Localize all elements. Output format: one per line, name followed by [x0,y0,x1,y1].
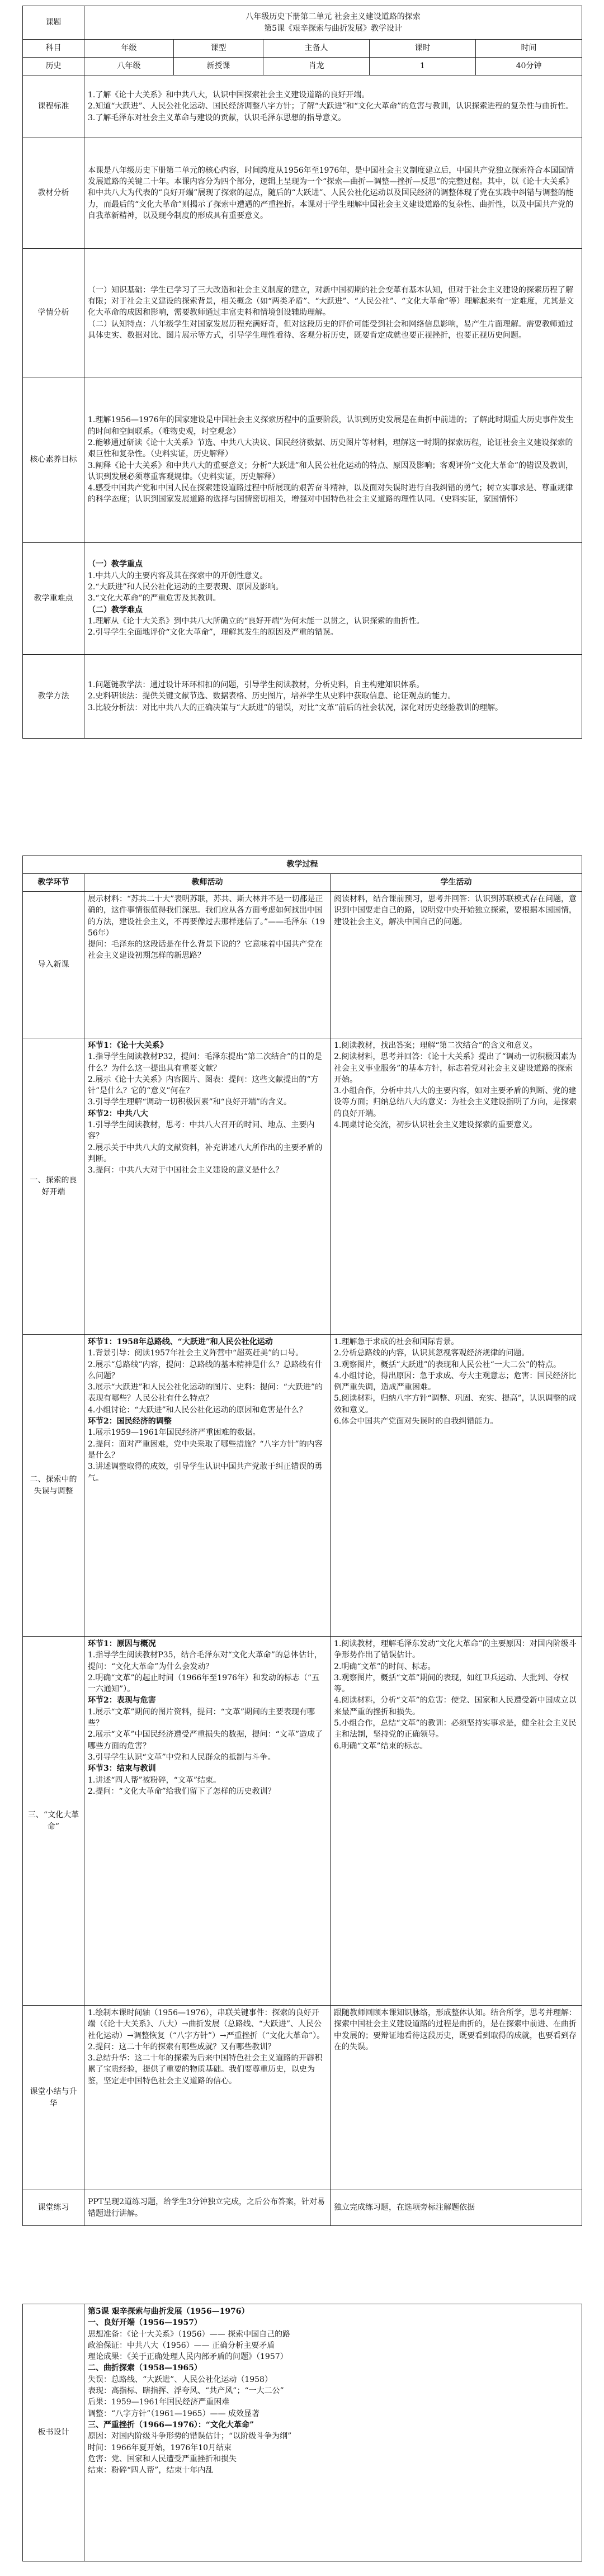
keypoints-line: 2.“大跃进”和人民公社化运动的主要表现、原因及影响。 [88,583,284,592]
teacher-step: 2.明确“文革”的起止时间（1966年至1976年）和发动的标志（“五一六通知”）。 [88,1673,320,1694]
teacher-step: 3.提问：中共八大对于中国社会主义建设的意义是什么？ [88,1166,284,1175]
literacy-label: 核心素养目标 [23,377,84,543]
teacher-col-header: 主备人 [263,40,370,58]
teacher-step: 环节3：结束与教训 [88,1764,156,1774]
teacher-step: 1.绘制本课时间轴（1956—1976），串联关键事件：探索的良好开端（《论十大关系》、八大）→曲折发展（总路线、“大跃进”、人民公社化运动）→调整恢复（“八字方针”）→严重挫折（“文化大革命”）。 [88,2008,325,2040]
board-line: 一、良好开端（1956—1957） [88,2318,202,2328]
practice-teacher: PPT呈现2道练习题，给学生3分钟独立完成，之后公布答案，针对易错题进行讲解。 [84,2190,331,2226]
teacher-step: 3.总结升华：这二十年的探索为后来中国特色社会主义道路的开辟积累了宝贵经验，提供了重要的物质基础。我们要尊重历史，以史为鉴，坚定走中国特色社会主义道路的信心。 [88,2054,323,2086]
board-label: 板书设计 [23,2304,84,2561]
header-table [22,6,582,75]
practice-label: 课堂练习 [23,2190,84,2226]
learners-label: 学情分析 [23,249,84,377]
literacy-line: 1.理解1956—1976年的国家建设是中国社会主义探索历程中的重要阶段，认识到历史发展是在曲折中前进的；了解此时期重大历史事件发生的时间和空间联系。（唯物史观，时空观念） [88,415,574,436]
lesson-title-line1: 八年级历史下册第二单元 社会主义建设道路的探索 [246,12,421,22]
teacher-step: 2.提问：面对严重困难，党中央采取了哪些措施？“八字方针”的内容是什么？ [88,1439,323,1460]
teacher-step: 环节1：1958年总路线、“大跃进”和人民公社化运动 [88,1337,273,1346]
time-value: 40分钟 [476,58,582,75]
teacher-step: 2.提问：“文化大革命”给我们留下了怎样的历史教训？ [88,1786,276,1796]
teacher-step: 1.引导学生阅读教材，思考：中共八大召开的时间、地点、主要内容？ [88,1121,315,1141]
learners-line: （二）认知特点：八年级学生对国家发展历程充满好奇，但对这段历史的评价可能受到社会和网络信息影响，易产生片面理解。需要教师通过具体史实、数据对比、图片展示等方式，引导学生理性看待、客观分析历史，既要肯定成就也要正视挫折，也要正视历史问题。 [88,319,573,340]
student-step: 6.明确“文革”结束的标志。 [334,1741,428,1751]
teacher-activity-col-header: 教师活动 [84,874,331,892]
methods-line: 1.问题链教学法：通过设计环环相扣的问题，引导学生阅读教材，分析史料，自主构建知识体系。 [88,680,424,690]
keypoints-line: 1.中共八大的主要内容及其在探索中的开创性意义。 [88,571,268,580]
teacher-step: 2.展示关于中共八大的文献资料，补充讲述八大所作出的主要矛盾的判断。 [88,1143,323,1164]
student-activity-col-header: 学生活动 [331,874,582,892]
standards-line: 1.了解《论十大关系》和中共八大，认识中国探索社会主义建设道路的良好开端。 [88,91,370,100]
teacher-step: 4.小组讨论：“大跃进”和人民公社化运动的原因和危害是什么？ [88,1405,307,1415]
process-title: 教学过程 [23,856,582,874]
student-step: 5.阅读材料，归纳八字方针“调整、巩固、充实、提高”，认识调整的成效和意义。 [334,1394,577,1415]
grade-col-header: 年级 [84,40,174,58]
teacher-step: 1.指导学生阅读教材P35，结合毛泽东对“文化大革命”的总体估计，提问：“文化大革命”为什么会发动？ [88,1651,322,1671]
board-line: 政治保证：中共八大（1956）—— 正确分析主要矛盾 [88,2341,275,2350]
hours-col-header: 课时 [370,40,476,58]
student-step: 2.明确“文革”的时间、标志。 [334,1662,436,1671]
textbook-text: 本课是八年级历史下册第二单元的核心内容，时间跨度从1956年至1976年，是中国社会主义制度建立后，中国共产党独立探索符合本国国情发展道路的关键二十年。本课内容分为四个部分，逻辑上呈现为一个“探索—曲折—调整—挫折—反思”的完整过程。其中，以《论十大关系》和中共八大为代表的“良好开端”展现了探索的起点，随后的“大跃进”、人民公社化运动以及国民经济的调整体现了党在实践中纠错与调整的能力，而最后的“文化大革命”则揭示了探索中遭遇的严重挫折。本课对于学生理解中国社会主义建设道路的复杂性、曲折性，以及中国共产党的自我革新精神，以及现今制度的形成具有重要意义。 [84,138,582,249]
teacher-step: 环节2：中共八大 [88,1109,148,1118]
student-step: 跟随教师回顾本课知识脉络，形成整体认知。结合所学，思考并理解：探索中国社会主义建设道路的过程是曲折的，是在探索中前进、在曲折中发展的；要辩证地看待这段历史，既要看到取得的成就，也要看到存在的失误。 [334,2008,577,2052]
learners-line: （一）知识基础：学生已学习了三大改造和社会主义制度的建立，对新中国初期的社会变革有基本认知，但对于社会主义建设的探索历程了解有限；对于社会主义建设的探索背景，相关概念（如“两类矛盾”、“大跃进”、“人民公社”、“文化大革命”等）理解起来有一定难度，尤其是文化大革命的成因和影响，需要教师通过丰富史料和情境创设辅助理解。 [88,285,574,318]
board-line: 调整：“八字方针”（1961—1965）—— 成效显著 [88,2409,260,2418]
topic-label: 课题 [23,6,84,40]
subject-value: 历史 [23,58,84,75]
literacy-line: 3.阐释《论十大关系》和中共八大的重要意义；分析“大跃进”和人民公社化运动的特点、原因及影响；客观评价“文化大革命”的错误及教训，认识到发展必须尊重客观规律。（史料实证，历史解释） [88,461,573,481]
student-step: 3.观察图片，概括“文革”期间的表现，如红卫兵运动、大批判、夺权等。 [334,1673,569,1694]
keypoints-line: （一）教学重点 [88,560,143,569]
student-step: 1.阅读教材，找出答案；理解“第二次结合”的含义和意义。 [334,1041,537,1050]
teacher-step: 3.展示“大跃进”和人民公社化运动的图片、史料：提问：“大跃进”的表现有哪些？人民公社有什么特点？ [88,1383,323,1403]
stage-label: 一、探索的良好开端 [23,1038,84,1335]
stage-label: 导入新课 [23,892,84,1038]
teacher-step: 环节1：《论十大关系》 [88,1041,168,1050]
standards-line: 3.了解毛泽东对社会主义革命与建设的贡献，认识毛泽东思想的指导意义。 [88,113,346,122]
teacher-step: 展示材料：“苏共二十大”表明苏联，苏共、斯大林并不是一切都是正确的，这件事情很值得我们深思。我们应从各方面考虑如何找出中国的方法，建设社会主义，不再要像过去那样迷信了。”——毛泽东（1956年） [88,895,325,938]
board-line: 第5课 艰辛探索与曲折发展（1956—1976） [88,2307,249,2316]
teacher-step: 1.背景引导：阅读1957年社会主义阵营中“超英赶美”的口号。 [88,1349,304,1358]
textbook-label: 教材分析 [23,138,84,249]
board-line: 失误：总路线、“大跃进”、人民公社化运动（1958） [88,2375,272,2384]
teacher-step: 2.展示“文革”中国民经济遭受严重损失的数据，提问：“文革”造成了哪些方面的危害？ [88,1730,323,1751]
board-line: 后果：1959—1961年国民经济严重困难 [88,2398,230,2407]
subject-col-header: 科目 [23,40,84,58]
board-table [22,2304,582,2561]
board-line: 危害：党、国家和人民遭受严重挫折和损失 [88,2454,237,2464]
process-table [22,855,582,2226]
practice-student: 独立完成练习题，在选项旁标注解题依据 [331,2190,582,2226]
keypoints-label: 教学重难点 [23,543,84,655]
student-step: 4.阅读材料，分析“文革”的危害：使党、国家和人民遭受新中国成立以来最严重的挫折和损失。 [334,1696,577,1717]
time-col-header: 时间 [476,40,582,58]
literacy-line: 2.能够通过研读《论十大关系》节选、中共八大决议、国民经济数据、历史图片等材料，理解这一时期的探索历程，论证社会主义建设探索的艰巨性和复杂性。（史料实证，历史解释） [88,438,573,459]
teacher-step: 1.展示1959—1961年国民经济严重困难的数据。 [88,1428,261,1438]
type-col-header: 课型 [174,40,263,58]
stage-label: 三、“文化大革命” [23,1637,84,2006]
teacher-step: 3.引导学生理解“调动一切积极因素”和“良好开端”的含义。 [88,1098,291,1107]
methods-line: 3.比较分析法：对比中共八大的正确决策与“大跃进”的错误，对比“文革”前后的社会状况，深化对历史经验教训的理解。 [88,703,503,712]
student-step: 6.体会中国共产党面对失误时的自我纠错能力。 [334,1417,498,1426]
type-value: 新授课 [174,58,263,75]
teacher-step: 环节2：国民经济的调整 [88,1417,172,1426]
stage-label: 二、探索中的失误与调整 [23,1335,84,1637]
grade-value: 八年级 [84,58,174,75]
student-step: 2.分析总路线的内容，认识其忽视客观经济规律的问题。 [334,1349,530,1358]
lesson-title [84,6,582,40]
student-step: 2.阅读材料，思考并回答：《论十大关系》提出了“调动一切积极因素为社会主义事业服务”的基本方针，标志着党对社会主义建设道路的探索开始。 [334,1052,577,1084]
keypoints-line: 2.引导学生全面地评价“文化大革命”，理解其发生的原因及严重的错误。 [88,628,338,637]
teacher-step: 环节1：原因与概况 [88,1639,156,1648]
standards-line: 2.知道“大跃进”、人民公社化运动、国民经济调整八字方针；了解“大跃进”和“文化大革命”的危害与教训，认识探索进程的复杂性与曲折性。 [88,102,574,111]
board-line: 原因：对国内阶级斗争形势的错误估计；“以阶级斗争为纲” [88,2432,292,2441]
keypoints-line: 3.“文化大革命”的严重危害及其教训。 [88,594,221,603]
student-step: 1.理解急于求成的社会和国际背景。 [334,1337,459,1346]
hours-value: 1 [370,58,476,75]
teacher-step: 3.引导学生认识“文革”中党和人民群众的抵制与斗争。 [88,1752,276,1762]
board-line: 思想准备：《论十大关系》（1956）—— 探索中国自己的路 [88,2329,291,2339]
board-line: 三、严重挫折（1966—1976）：“文化大革命” [88,2420,254,2430]
teacher-step: 2.提问：这二十年的探索有哪些成就？又有哪些教训？ [88,2042,276,2052]
analysis-table [22,75,582,739]
methods-line: 2.史料研读法：提供关键文献节选、数据表格、历史图片，培养学生从史料中获取信息、论证观点的能力。 [88,692,456,701]
teacher-step: 2.展示《论十大关系》内容图片、图表：提问：这些文献提出的“方针”是什么？它的“意义”何在？ [88,1075,319,1096]
student-step: 5.小组合作，总结“文革”的教训：必须坚持实事求是，健全社会主义民主和法制，坚持党的正确领导。 [334,1719,577,1740]
keypoints-line: （二）教学难点 [88,605,143,615]
board-line: 理论成果：《关于正确处理人民内部矛盾的问题》（1957） [88,2352,288,2362]
student-step: 3.小组合作，分析中共八大的主要内容，如对主要矛盾的判断、党的建设等方面；归纳总结八大的意义：为社会主义建设指明了方向，是探索的良好开端。 [334,1086,577,1118]
teacher-value: 肖龙 [263,58,370,75]
teacher-step: 3.讲述调整取得的成效，引导学生认识中国共产党敢于纠正错误的勇气。 [88,1462,323,1483]
teacher-step: 提问：毛泽东的这段话是在什么背景下说的？它意味着中国共产党在社会主义建设初期怎样的新思路？ [88,940,323,961]
lesson-title-line2: 第5课《艰辛探索与曲折发展》教学设计 [264,23,402,33]
teacher-step: 2.展示“总路线”内容，提问：总路线的基本精神是什么？总路线有什么问题？ [88,1360,323,1381]
literacy-line: 4.感受中国共产党和中国人民在探索建设道路过程中所展现的艰苦奋斗精神，以及面对失误时进行自我纠错的勇气；树立实事求是、尊重规律的科学态度；认识到国家发展道路的选择与国情密切相关，增强对中国特色社会主义道路的理性认同。（史料实证，家国情怀） [88,484,573,504]
stage-col-header: 教学环节 [23,874,84,892]
student-step: 阅读材料，结合课前预习，思考并回答：认识到苏联模式存在问题，意识到中国要走自己的路，说明党中央开始独立探索，要根据本国国情，建设社会主义，解决中国自己的问题。 [334,895,577,927]
methods-label: 教学方法 [23,655,84,739]
student-step: 4.同桌讨论交流，初步认识社会主义建设探索的重要意义。 [334,1121,537,1130]
teacher-step: 1.讲述“四人帮”被粉碎，“文革”结束。 [88,1775,221,1785]
standards-label: 课程标准 [23,75,84,138]
board-line: 表现：高指标、瞎指挥、浮夸风、“共产风”；“一大二公” [88,2386,284,2396]
board-line: 结束：粉碎“四人帮”，结束十年内乱 [88,2466,214,2475]
student-step: 3.观察图片，概括“大跃进”的表现和人民公社“一大二公”的特点。 [334,1360,561,1369]
board-line: 时间：1966年夏开始，1976年10月结束 [88,2443,232,2452]
teacher-step: 1.指导学生阅读教材P32，提问：毛泽东提出“第二次结合”的目的是什么？为什么这一提出具有重要文献？ [88,1052,322,1073]
student-step: 1.阅读教材，理解毛泽东发动“文化大革命”的主要原因：对国内阶级斗争形势作出了错误估计。 [334,1639,577,1660]
keypoints-line: 1.理解从《论十大关系》到中共八大所确立的“良好开端”为何未能一以贯之，认识探索的曲折性。 [88,616,424,626]
teacher-step: 环节2：表现与危害 [88,1696,156,1705]
teacher-step: 1.展示“文革”期间的图片资料，提问：“文革”期间的主要表现有哪些？ [88,1707,315,1728]
student-step: 4.小组讨论，得出原因：急于求成、夸大主观意志；危害：国民经济比例严重失调，造成严重困难。 [334,1371,577,1392]
stage-label: 课堂小结与升华 [23,2006,84,2190]
board-line: 二、曲折探索（1958—1965） [88,2364,202,2373]
